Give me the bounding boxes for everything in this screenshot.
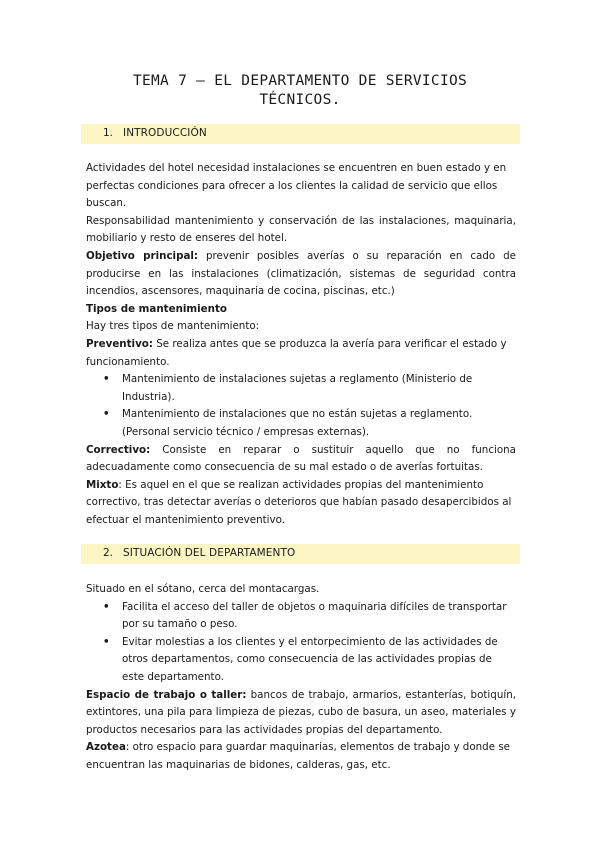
page-title (80, 72, 520, 110)
workspace-label: Espacio de trabajo o taller: (86, 688, 247, 701)
list-item: • Mantenimiento de instalaciones que no están sujetas a reglamento. (Personal servicio técnico / empresas externas). (103, 408, 473, 438)
objective-paragraph (86, 248, 516, 301)
maintenance-types-heading: Tipos de mantenimiento (86, 302, 227, 315)
objective-text: prevenir posibles averías o su reparación en cado de producirse en las instalaciones (climatización, sistemas de seguridad contra incendios, ascensores, maquinaria de cocina, piscinas, etc.) (86, 249, 516, 298)
list-item: • Facilita el acceso del taller de objetos o maquinaria difíciles de transportar por su tamaño o peso. (103, 600, 507, 631)
maintenance-types-intro: Hay tres tipos de mantenimiento: (86, 320, 260, 333)
preventive-label: Preventivo: (86, 337, 153, 350)
rooftop-paragraph (86, 739, 516, 774)
section-2-number: 2. (103, 547, 114, 559)
title-line-2: TÉCNICOS. (259, 92, 341, 108)
location-paragraph: Situado en el sótano, cerca del montacargas. (86, 583, 320, 595)
section-1-body (86, 160, 516, 529)
rooftop-label: Azotea (86, 741, 126, 754)
corrective-paragraph (86, 442, 516, 477)
mixed-label: Mixto (86, 478, 119, 491)
title-line-1: TEMA 7 – EL DEPARTAMENTO DE SERVICIOS (132, 73, 468, 89)
responsibility-paragraph: Responsabilidad mantenimiento y conservación de las instalaciones, maquinaria, mobiliario y resto de enseres del hotel. (86, 214, 516, 245)
section-1-heading: INTRODUCCIÓN (123, 127, 207, 139)
section-1-number: 1. (103, 127, 114, 139)
section-2-body (86, 581, 516, 775)
objective-label: Objetivo principal: (86, 249, 199, 262)
workspace-text: bancos de trabajo, armarios, estanterías, botiquín, extintores, una pila para limpieza de piezas, cubo de basura, un aseo, materiales y productos necesarios para las actividades propias del departamento. (86, 688, 517, 736)
bullet-icon: • (103, 600, 110, 613)
mixed-text: : Es aquel en el que se realizan actividades propias del mantenimiento correctivo, tras detectar averías o deterioros que habían pasado desapercibidos al efectuar el mantenimiento preventivo. (86, 478, 512, 526)
mixed-paragraph (86, 477, 516, 530)
preventive-paragraph (86, 336, 516, 371)
rooftop-text: : otro espacio para guardar maquinarias, elementos de trabajo y donde se encuentran las maquinarias de bidones, calderas, gas, etc. (86, 741, 511, 771)
bullet-icon: • (103, 408, 110, 421)
section-1-heading-bar (81, 124, 520, 144)
bullet-icon: • (103, 635, 110, 648)
corrective-label: Correctivo: (86, 443, 151, 456)
preventive-text: Se realiza antes que se produzca la avería para verificar el estado y funcionamiento. (86, 337, 507, 368)
workspace-paragraph (86, 687, 516, 740)
corrective-text: Consiste en reparar o sustituir aquello que no funciona adecuadamente como consecuencia de su mal estado o de averías fortuitas. (86, 443, 516, 474)
list-item: • Evitar molestias a los clientes y el entorpecimiento de las actividades de otros departamentos, como consecuencia de las actividades propias de este departamento. (103, 635, 498, 683)
list-item: • Mantenimiento de instalaciones sujetas a reglamento (Ministerio de Industria). (103, 373, 473, 403)
section-2-heading-bar (81, 544, 520, 564)
intro-paragraph: Actividades del hotel necesidad instalaciones se encuentren en buen estado y en perfectas condiciones para ofrecer a los clientes la calidad de servicio que ellos buscan. (86, 162, 507, 210)
bullet-icon: • (103, 373, 110, 386)
section-2-heading: SITUACIÓN DEL DEPARTAMENTO (123, 547, 296, 559)
